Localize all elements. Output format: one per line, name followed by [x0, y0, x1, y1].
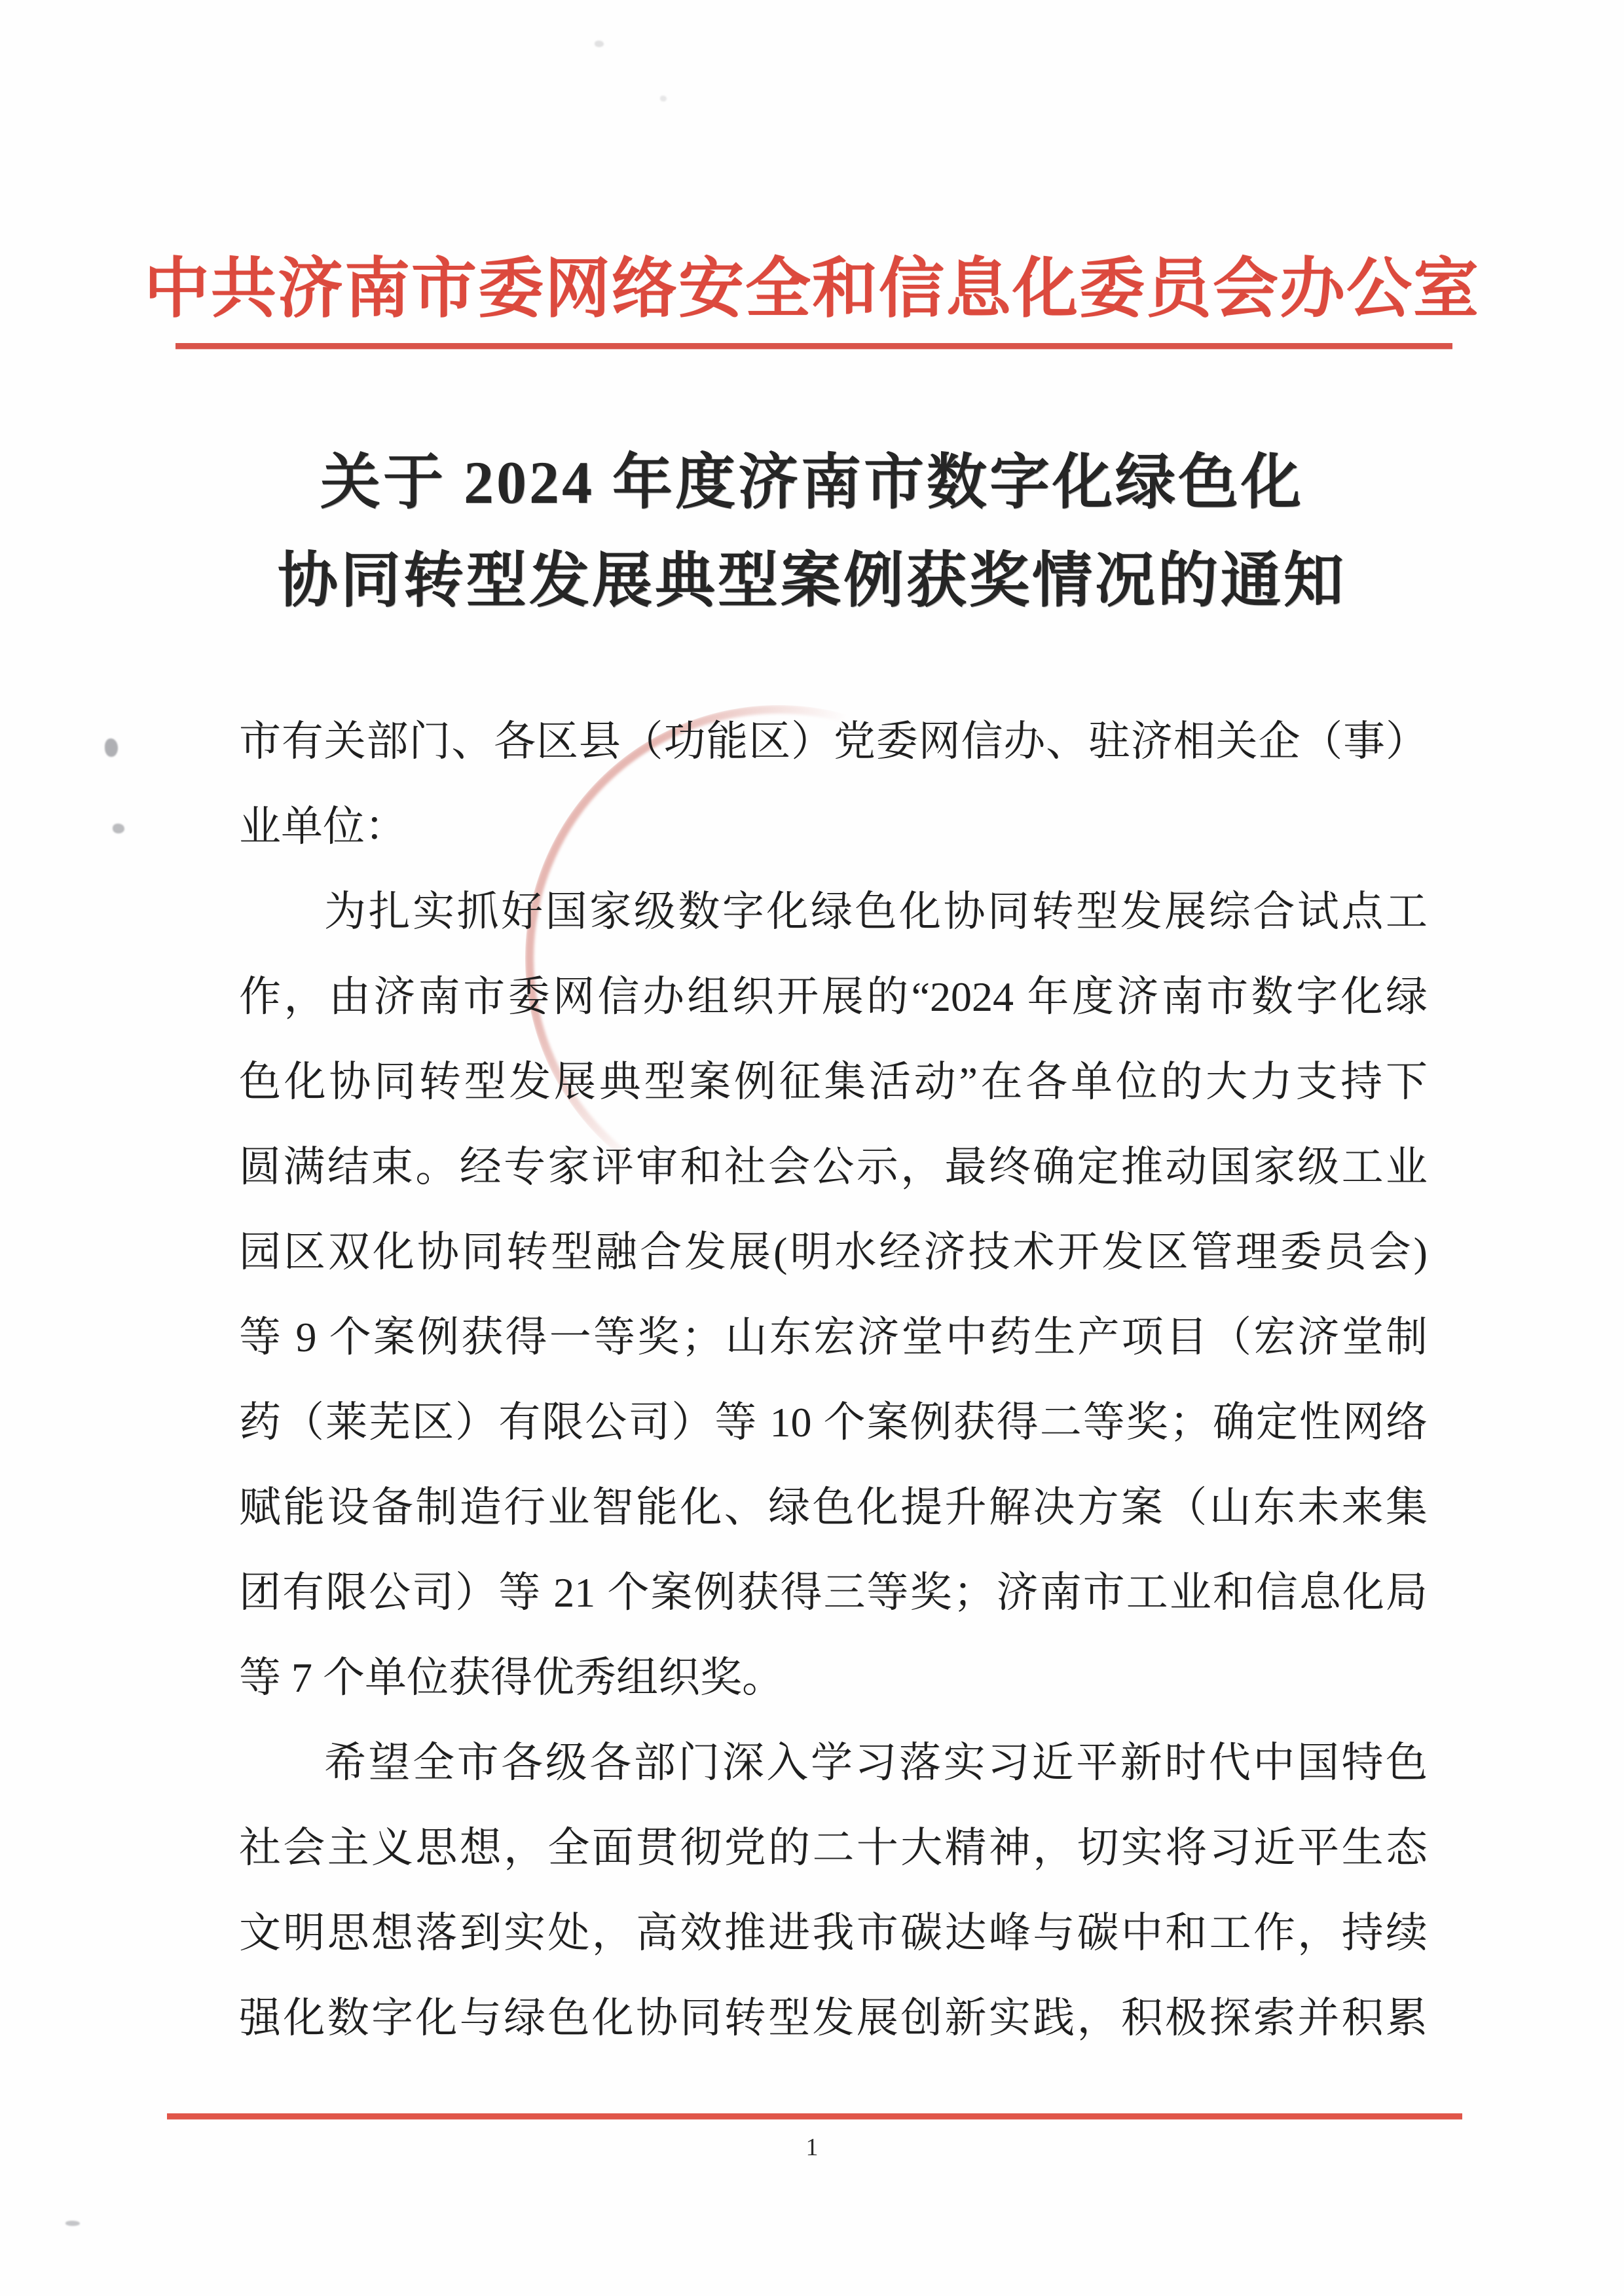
body-line: 业单位： — [239, 803, 407, 850]
body-line: 等 7 个单位获得优秀组织奖。 — [239, 1654, 784, 1701]
body-line: 社会主义思想，全面贯彻党的二十大精神，切实将习近平生态 — [239, 1825, 1428, 1871]
scan-speck — [660, 96, 667, 101]
letterhead-divider — [175, 343, 1452, 349]
body-line: 等 9 个案例获得一等奖；山东宏济堂中药生产项目（宏济堂制 — [239, 1314, 1428, 1360]
body-line: 团有限公司）等 21 个案例获得三等奖；济南市工业和信息化局 — [239, 1569, 1428, 1616]
body-line: 文明思想落到实处，高效推进我市碳达峰与碳中和工作，持续 — [239, 1910, 1428, 1956]
body-line: 赋能设备制造行业智能化、绿色化提升解决方案（山东未来集 — [239, 1484, 1428, 1531]
page-number: 1 — [805, 2134, 819, 2161]
doc-title-line-2: 协同转型发展典型案例获奖情况的通知 — [277, 547, 1346, 614]
body-line: 圆满结束。经专家评审和社会公示，最终确定推动国家级工业 — [239, 1144, 1428, 1190]
body-line: 强化数字化与绿色化协同转型发展创新实践，积极探索并积累 — [239, 1995, 1428, 2041]
scan-smudge — [105, 738, 118, 757]
body-line: 园区双化协同转型融合发展(明水经济技术开发区管理委员会) — [239, 1229, 1428, 1275]
scan-smudge — [113, 824, 124, 833]
doc-title-line-1: 关于 2024 年度济南市数字化绿色化 — [320, 449, 1304, 516]
body-line: 市有关部门、各区县（功能区）党委网信办、驻济相关企（事） — [239, 718, 1428, 765]
scan-speck — [65, 2221, 80, 2226]
letterhead-title: 中共济南市委网络安全和信息化委员会办公室 — [144, 253, 1480, 325]
body-text — [239, 699, 1428, 2061]
footer-divider — [167, 2113, 1462, 2119]
scan-speck — [595, 41, 604, 47]
body-line: 作，由济南市委网信办组织开展的“2024 年度济南市数字化绿 — [239, 974, 1428, 1020]
doc-title — [0, 433, 1624, 630]
body-line: 药（莱芜区）有限公司）等 10 个案例获得二等奖；确定性网络 — [239, 1399, 1428, 1446]
body-line: 希望全市各级各部门深入学习落实习近平新时代中国特色 — [324, 1740, 1428, 1786]
body-line: 色化协同转型发展典型案例征集活动”在各单位的大力支持下 — [239, 1059, 1428, 1105]
body-line: 为扎实抓好国家级数字化绿色化协同转型发展综合试点工 — [324, 888, 1428, 935]
